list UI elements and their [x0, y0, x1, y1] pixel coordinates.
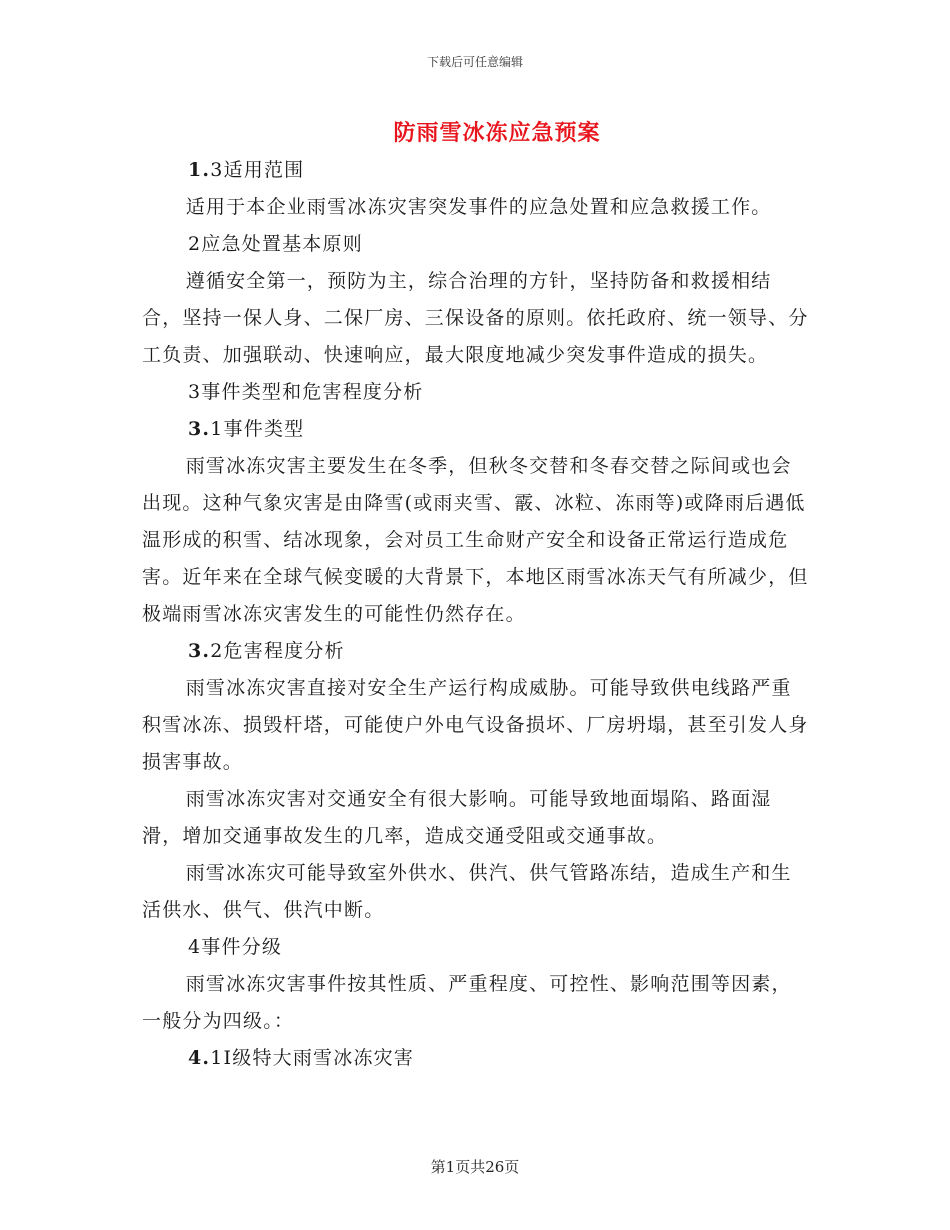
- section-heading-text: 2危害程度分析: [210, 640, 345, 662]
- section-heading-text: 3适用范围: [210, 159, 305, 181]
- body-paragraph: 雨雪冰冻灾可能导致室外供水、供汽、供气管路冻结，造成生产和生活供水、供气、供汽中断。: [142, 862, 792, 921]
- section-heading-text: 3事件类型和危害程度分析: [188, 381, 424, 403]
- document-body: [142, 152, 810, 1077]
- section-number: 3.: [188, 640, 211, 662]
- page-header: 下载后可任意编辑: [426, 55, 523, 69]
- body-paragraph: 雨雪冰冻灾害事件按其性质、严重程度、可控性、影响范围等因素，一般分为四级。：: [142, 973, 792, 1032]
- section-heading: [142, 929, 810, 966]
- section-heading: [142, 1040, 810, 1077]
- section-number: 3.: [188, 418, 211, 440]
- body-paragraph: 雨雪冰冻灾害对交通安全有很大影响。可能导致地面塌陷、路面湿滑，增加交通事故发生的几率，造成交通受阻或交通事故。: [142, 788, 772, 847]
- body-paragraph: 雨雪冰冻灾害主要发生在冬季，但秋冬交替和冬春交替之际间或也会出现。这种气象灾害是由降雪(或雨夹雪、霰、冰粒、冻雨等)或降雨后遇低温形成的积雪、结冰现象，会对员工生命财产安全和设备正常运行造成危害。近年来在全球气候变暖的大背景下，本地区雨雪冰冻天气有所减少，但极端雨雪冰冻灾害发生的可能性仍然存在。: [142, 455, 809, 625]
- section-heading-text: 1事件类型: [210, 418, 305, 440]
- section-heading-text: 2应急处置基本原则: [188, 233, 363, 255]
- section-heading-text: 4事件分级: [188, 936, 283, 958]
- document-title: 防雨雪冰冻应急预案: [393, 120, 601, 146]
- section-heading: [142, 226, 810, 263]
- section-heading-text: 1I级特大雨雪冰冻灾害: [210, 1047, 415, 1069]
- body-paragraph: 遵循安全第一，预防为主，综合治理的方针，坚持防备和救援相结合，坚持一保人身、二保厂房、三保设备的原则。依托政府、统一领导、分工负责、加强联动、快速响应，最大限度地减少突发事件造成的损失。: [142, 270, 809, 366]
- section-number: 1.: [188, 159, 211, 181]
- section-heading: [142, 633, 810, 670]
- section-number: 4.: [188, 1047, 211, 1069]
- section-heading: [142, 374, 810, 411]
- body-paragraph: 雨雪冰冻灾害直接对安全生产运行构成威胁。可能导致供电线路严重积雪冰冻、损毁杆塔，可能使户外电气设备损坏、厂房坍塌，甚至引发人身损害事故。: [142, 677, 809, 773]
- section-heading: [142, 152, 810, 189]
- page-footer: 第1页共26页: [430, 1158, 520, 1176]
- body-paragraph: 适用于本企业雨雪冰冻灾害突发事件的应急处置和应急救援工作。: [185, 196, 772, 218]
- section-heading: [142, 411, 810, 448]
